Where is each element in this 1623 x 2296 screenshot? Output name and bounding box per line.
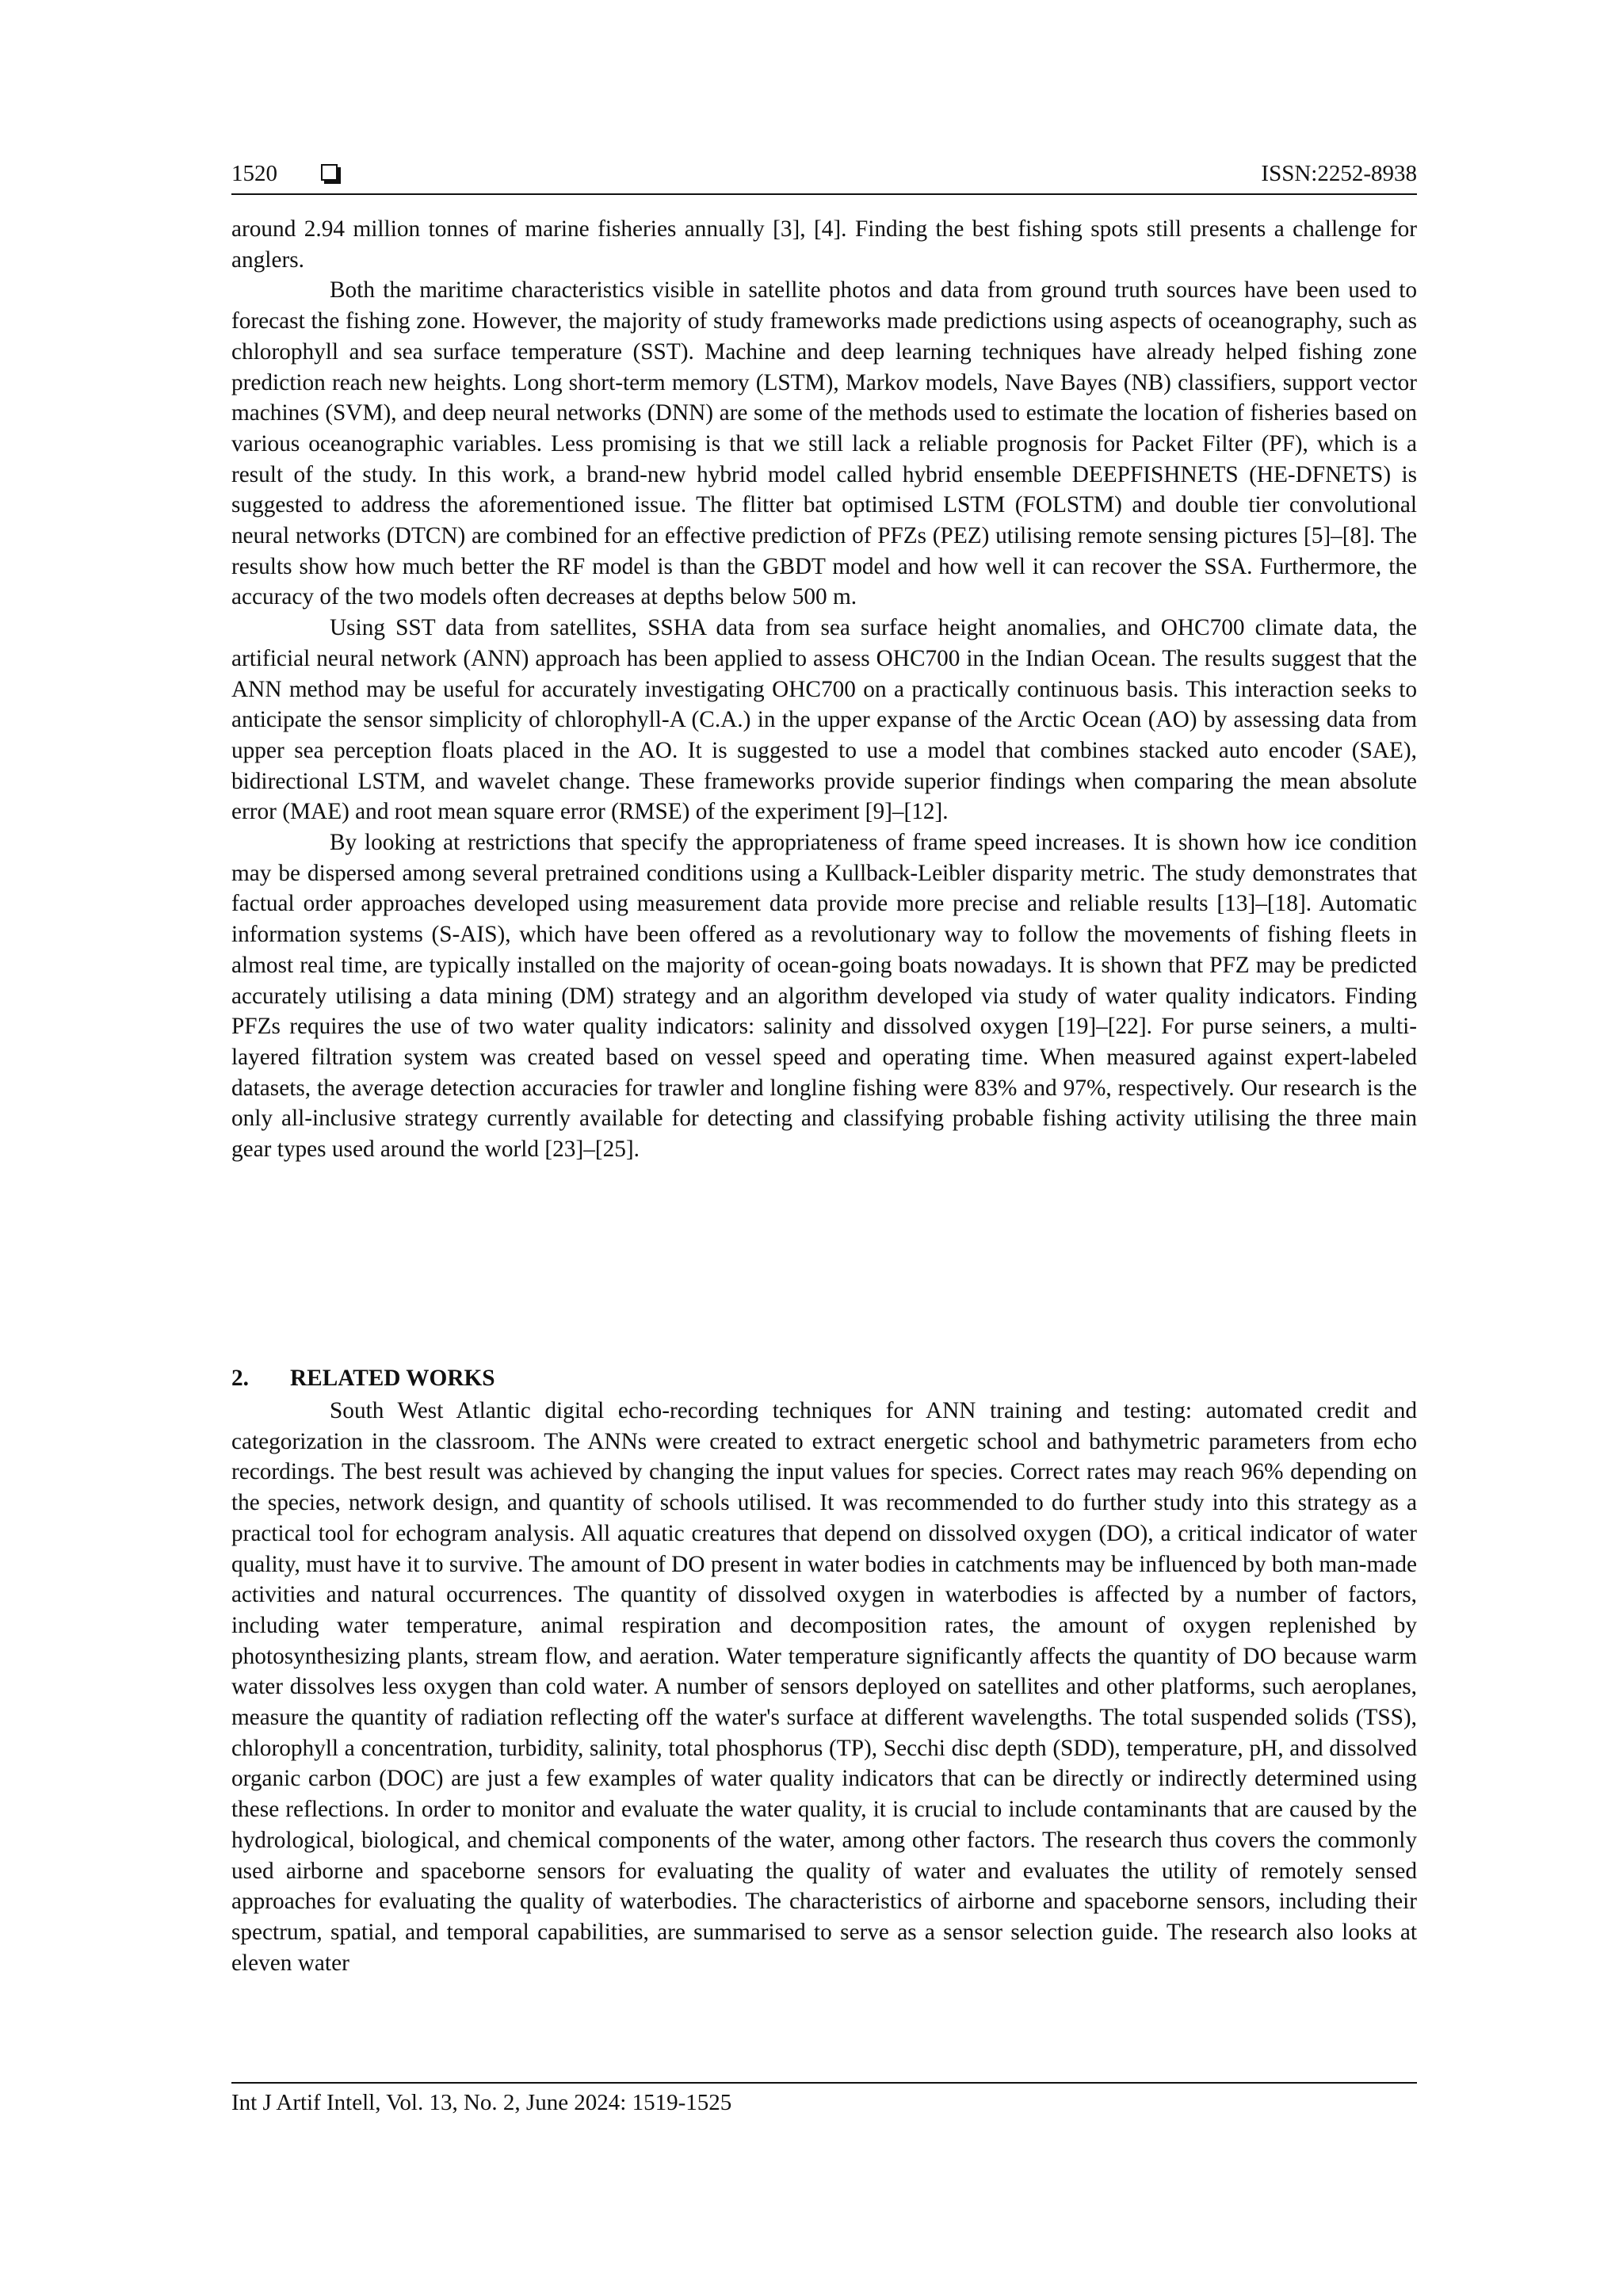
page-header xyxy=(231,155,1417,192)
paragraph: Using SST data from satellites, SSHA data from sea surface height anomalies, and OHC700 climate data, the artificial neural network (ANN) approach has been applied to assess OHC700 in the Indian Ocean. The results suggest that the ANN method may be useful for accurately investigating OHC700 on a practically continuous basis. This interaction seeks to anticipate the sensor simplicity of chlorophyll-A (C.A.) in the upper expanse of the Arctic Ocean (AO) by assessing data from upper sea perception floats placed in the AO. It is suggested to use a model that combines stacked auto encoder (SAE), bidirectional LSTM, and wavelet change. These frameworks provide superior findings when comparing the mean absolute error (MAE) and root mean square error (RMSE) of the experiment [9]–[12]. xyxy=(231,615,1417,825)
page-number: 1520 xyxy=(231,161,277,186)
issn: ISSN:2252-8938 xyxy=(1261,161,1417,186)
page-footer: Int J Artif Intell, Vol. 13, No. 2, June 2024: 1519-1525 xyxy=(231,2090,732,2115)
box-icon xyxy=(321,164,338,181)
paragraph: Both the maritime characteristics visible in satellite photos and data from ground truth sources have been used to forecast the fishing zone. However, the majority of study frameworks made predictions using aspects of oceanography, such as chlorophyll and sea surface temperature (SST). Machine and deep learning techniques have already helped fishing zone prediction reach new heights. Long short-term memory (LSTM), Markov models, Nave Bayes (NB) classifiers, support vector machines (SVM), and deep neural networks (DNN) are some of the methods used to estimate the location of fisheries based on various oceanographic variables. Less promising is that we still lack a reliable prognosis for Packet Filter (PF), which is a result of the study. In this work, a brand-new hybrid model called hybrid ensemble DEEPFISHNETS (HE-DFNETS) is suggested to address the aforementioned issue. The flitter bat optimised LSTM (FOLSTM) and double tier convolutional neural networks (DTCN) are combined for an effective prediction of PFZs (PEZ) utilising remote sensing pictures [5]–[8]. The results show how much better the RF model is than the GBDT model and how well it can recover the SSA. Furthermore, the accuracy of the two models often decreases at depths below 500 m. xyxy=(231,277,1417,610)
section-title: RELATED WORKS xyxy=(290,1366,495,1391)
header-rule xyxy=(231,193,1417,195)
section-number: 2. xyxy=(231,1366,249,1391)
paragraph: around 2.94 million tonnes of marine fisheries annually [3], [4]. Finding the best fishing spots still presents a challenge for anglers. xyxy=(231,216,1417,273)
section-heading xyxy=(231,1363,1417,1393)
paragraph: South West Atlantic digital echo-recording techniques for ANN training and testing: automated credit and categorization in the classroom. The ANNs were created to extract energetic school and bathymetric parameters from echo recordings. The best result was achieved by changing the input values for species. Correct rates may reach 96% depending on the species, network design, and quantity of schools utilised. It was recommended to do further study into this strategy as a practical tool for echogram analysis. All aquatic creatures that depend on dissolved oxygen (DO), a critical indicator of water quality, must have it to survive. The amount of DO present in water bodies in catchments may be influenced by both man-made activities and natural occurrences. The quantity of dissolved oxygen in waterbodies is affected by a number of factors, including water temperature, animal respiration and decomposition rates, the amount of oxygen replenished by photosynthesizing plants, stream flow, and aeration. Water temperature significantly affects the quantity of DO because warm water dissolves less oxygen than cold water. A number of sensors deployed on satellites and other platforms, such aeroplanes, measure the quantity of radiation reflecting off the water's surface at different wavelengths. The total suspended solids (TSS), chlorophyll a concentration, turbidity, salinity, total phosphorus (TP), Secchi disc depth (SDD), temperature, pH, and dissolved organic carbon (DOC) are just a few examples of water quality indicators that can be directly or indirectly determined using these reflections. In order to monitor and evaluate the water quality, it is crucial to include contaminants that are caused by the hydrological, biological, and chemical components of the water, among other factors. The research thus covers the commonly used airborne and spaceborne sensors for evaluating the quality of water and evaluates the utility of remotely sensed approaches for evaluating the quality of waterbodies. The characteristics of airborne and spaceborne sensors, including their spectrum, spatial, and temporal capabilities, are summarised to serve as a sensor selection guide. The research also looks at eleven water xyxy=(231,1398,1417,1976)
section-body xyxy=(231,1396,1417,1978)
footer-rule xyxy=(231,2082,1417,2084)
body-text xyxy=(231,214,1417,1165)
paragraph: By looking at restrictions that specify the appropriateness of frame speed increases. It is shown how ice condition may be dispersed among several pretrained conditions using a Kullback-Leibler disparity metric. The study demonstrates that factual order approaches developed using measurement data provide more precise and reliable results [13]–[18]. Automatic information systems (S-AIS), which have been offered as a revolutionary way to follow the movements of fishing fleets in almost real time, are typically installed on the majority of ocean-going boats nowadays. It is shown that PFZ may be predicted accurately utilising a data mining (DM) strategy and an algorithm developed via study of water quality indicators. Finding PFZs requires the use of two water quality indicators: salinity and dissolved oxygen [19]–[22]. For purse seiners, a multi-layered filtration system was created based on vessel speed and operating time. When measured against expert-labeled datasets, the average detection accuracies for trawler and longline fishing were 83% and 97%, respectively. Our research is the only all-inclusive strategy currently available for detecting and classifying probable fishing activity utilising the three main gear types used around the world [23]–[25]. xyxy=(231,830,1417,1163)
